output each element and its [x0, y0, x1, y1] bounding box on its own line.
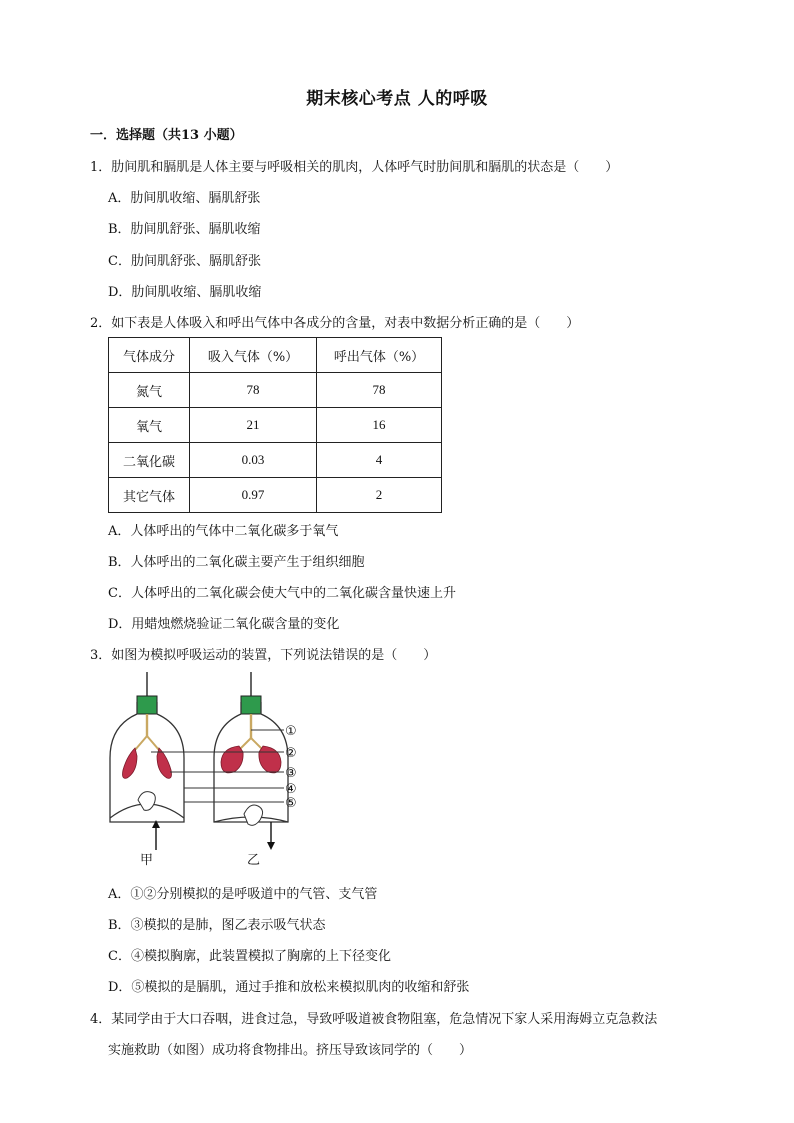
table-row: [109, 408, 442, 443]
question-3-option-b[interactable]: B．③模拟的是肺，图乙表示吸气状态: [108, 918, 326, 933]
gas-composition-table: [108, 337, 442, 513]
table-header: 气体成分: [109, 338, 190, 373]
jar-jia: [110, 672, 184, 850]
question-3-stem: 3．如图为模拟呼吸运动的装置，下列说法错误的是（ ）: [90, 648, 437, 663]
question-1-option-a[interactable]: A．肋间肌收缩、膈肌舒张: [108, 191, 261, 206]
figure-caption-jia: 甲: [140, 853, 154, 868]
figure-label-2: ②: [285, 746, 297, 761]
question-2-option-c[interactable]: C．人体呼出的二氧化碳会使大气中的二氧化碳含量快速上升: [108, 586, 456, 601]
table-cell: 21: [190, 408, 317, 443]
table-cell: 氧气: [109, 408, 190, 443]
question-1-stem: 1．肋间肌和膈肌是人体主要与呼吸相关的肌肉，人体呼气时肋间肌和膈肌的状态是（ ）: [90, 160, 619, 175]
arrow-up-icon: [152, 820, 160, 828]
question-3-option-a[interactable]: A．①②分别模拟的是呼吸道中的气管、支气管: [108, 887, 378, 902]
question-3-option-d[interactable]: D．⑤模拟的是膈肌，通过手推和放松来模拟肌肉的收缩和舒张: [108, 980, 470, 995]
table-cell: 2: [317, 478, 442, 513]
table-cell: 78: [190, 373, 317, 408]
section-heading: 一．选择题（共13 小题）: [90, 128, 243, 143]
breathing-model-figure: [104, 672, 304, 868]
table-cell: 4: [317, 443, 442, 478]
hand-icon: [138, 792, 155, 811]
jar-yi: [214, 672, 288, 850]
question-2-stem: 2．如下表是人体吸入和呼出气体中各成分的含量，对表中数据分析正确的是（ ）: [90, 316, 580, 331]
left-lung-icon: [123, 748, 138, 778]
page-title: 期末核心考点 人的呼吸: [306, 89, 488, 109]
right-lung-icon: [157, 748, 172, 778]
table-header: 吸入气体（%）: [190, 338, 317, 373]
table-cell: 其它气体: [109, 478, 190, 513]
question-1-option-b[interactable]: B．肋间肌舒张、膈肌收缩: [108, 222, 261, 237]
figure-caption-yi: 乙: [247, 853, 261, 868]
table-header-row: [109, 338, 442, 373]
question-1-option-c[interactable]: C．肋间肌舒张、膈肌舒张: [108, 254, 261, 269]
stopper-icon: [137, 696, 157, 714]
left-lung-icon: [221, 746, 243, 773]
figure-label-3: ③: [285, 766, 297, 781]
arrow-down-icon: [267, 842, 275, 850]
question-4-stem-line-2: 实施救助（如图）成功将食物排出。挤压导致该同学的（ ）: [108, 1043, 473, 1058]
table-cell: 0.03: [190, 443, 317, 478]
stopper-icon: [241, 696, 261, 714]
question-4-stem-line-1: 4．某同学由于大口吞咽，进食过急，导致呼吸道被食物阻塞，危急情况下家人采用海姆立克急救法: [90, 1012, 658, 1027]
figure-label-5: ⑤: [285, 796, 297, 811]
question-2-option-d[interactable]: D．用蜡烛燃烧验证二氧化碳含量的变化: [108, 617, 340, 632]
question-2-option-b[interactable]: B．人体呼出的二氧化碳主要产生于组织细胞: [108, 555, 365, 570]
table-row: [109, 373, 442, 408]
table-header: 呼出气体（%）: [317, 338, 442, 373]
table-cell: 78: [317, 373, 442, 408]
table-cell: 0.97: [190, 478, 317, 513]
figure-label-1: ①: [285, 724, 297, 739]
question-2-option-a[interactable]: A．人体呼出的气体中二氧化碳多于氧气: [108, 524, 339, 539]
question-3-option-c[interactable]: C．④模拟胸廓，此装置模拟了胸廓的上下径变化: [108, 949, 391, 964]
figure-label-4: ④: [285, 782, 297, 797]
table-row: [109, 443, 442, 478]
table-cell: 16: [317, 408, 442, 443]
right-lung-icon: [259, 746, 281, 773]
table-row: [109, 478, 442, 513]
table-cell: 二氧化碳: [109, 443, 190, 478]
table-cell: 氮气: [109, 373, 190, 408]
question-1-option-d[interactable]: D．肋间肌收缩、膈肌收缩: [108, 285, 262, 300]
